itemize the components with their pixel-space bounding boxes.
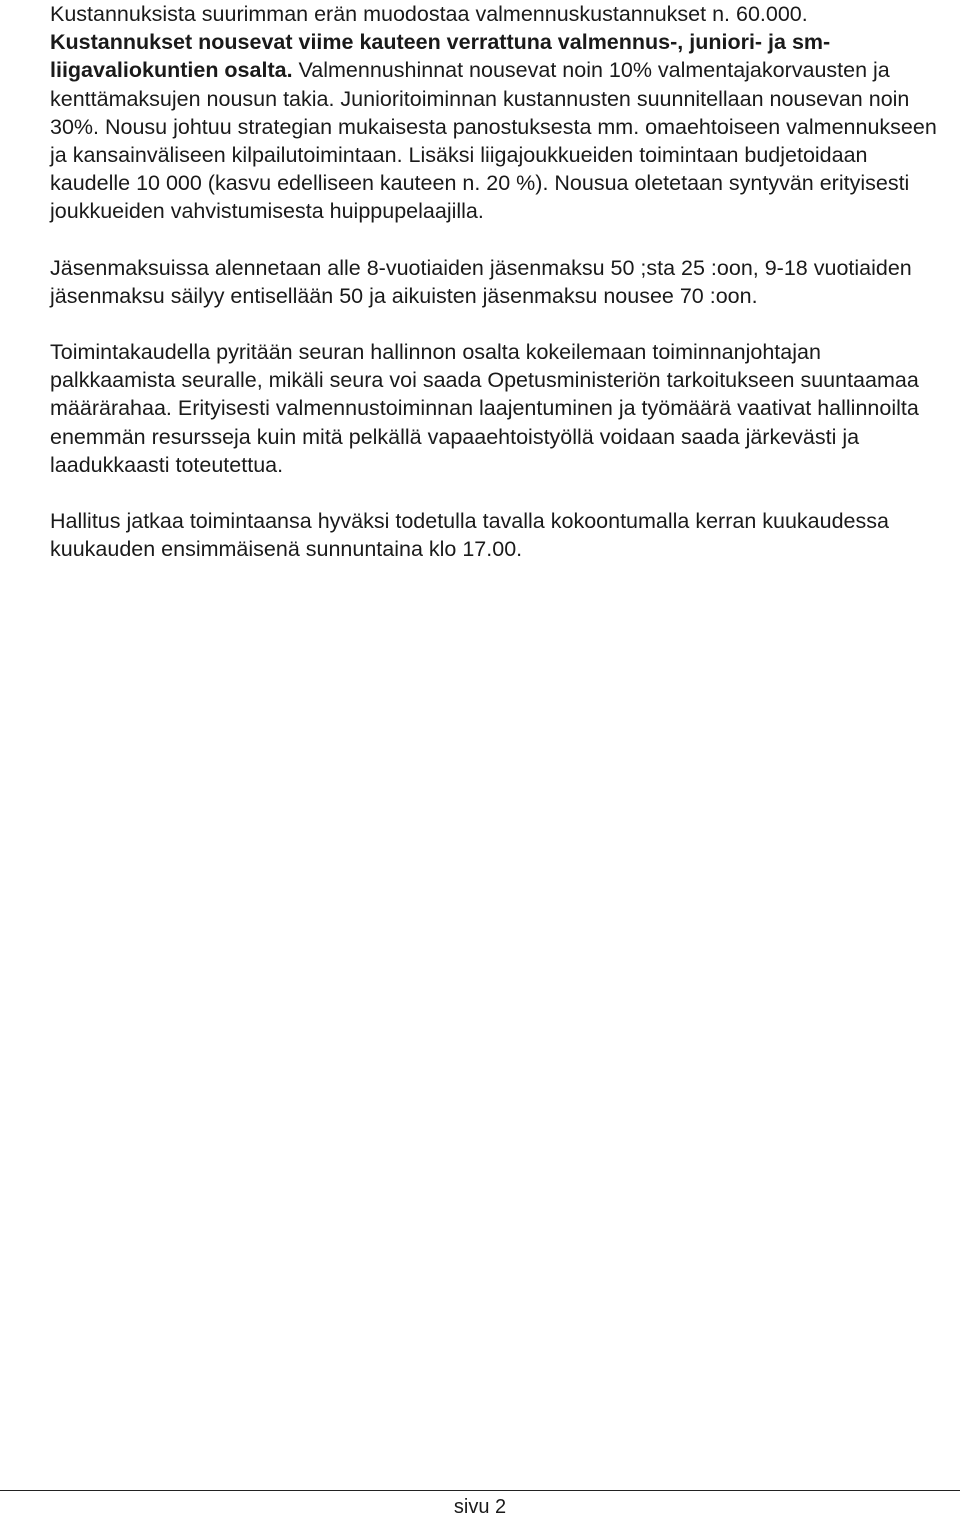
document-page (50, 0, 950, 563)
page-number: sivu 2 (453, 1496, 507, 1518)
paragraph-budget-costs (50, 0, 950, 226)
paragraph-board-meetings: Hallitus jatkaa toimintaansa hyväksi todetulla tavalla kokoontumalla kerran kuukaudessa kuukauden ensimmäisenä sunnuntaina klo 17.00. (50, 509, 889, 562)
paragraph-administration: Toimintakaudella pyritään seuran hallinnon osalta kokeilemaan toiminnanjohtajan palkkaamista seuralle, mikäli seura voi saada Opetusministeriön tarkoitukseen suuntaamaa määrärahaa. Erityisesti valmennustoiminnan laajentuminen ja työmäärä vaativat hallinnoilta enemmän resursseja kuin mitä pelkällä vapaaehtoistyöllä voidaan saada järkevästi ja laadukkaasti toteutettua. (50, 340, 919, 477)
paragraph-membership-fees: Jäsenmaksuissa alennetaan alle 8-vuotiaiden jäsenmaksu 50 ;sta 25 :oon, 9-18 vuotiaiden jäsenmaksu säilyy entisellään 50 ja aikuisten jäsenmaksu nousee 70 :oon. (50, 255, 912, 308)
paragraph-budget-bold: Kustannukset nousevat viime kauteen verrattuna valmennus-, juniori- ja sm-liigavaliokuntien osalta. (50, 30, 831, 83)
paragraph-budget-rest: Valmennushinnat nousevat noin 10% valmentajakorvausten ja kenttämaksujen nousun takia. Junioritoiminnan kustannusten suunnitellaan nousevan noin 30%. Nousu johtuu strategian mukaisesta panostuksesta mm. omaehtoiseen valmennukseen ja kansainväliseen kilpailutoimintaan. Lisäksi liigajoukkueiden toimintaan budjetoidaan kaudelle 10 000 (kasvu edelliseen kauteen n. 20 %). Nousua oletetaan syntyvän erityisesti joukkueiden vahvistumisesta huippupelaajilla. (50, 58, 937, 224)
paragraph-budget-intro: Kustannuksista suurimman erän muodostaa valmennuskustannukset n. 60.000. (50, 2, 808, 26)
footer-divider (0, 1490, 960, 1491)
